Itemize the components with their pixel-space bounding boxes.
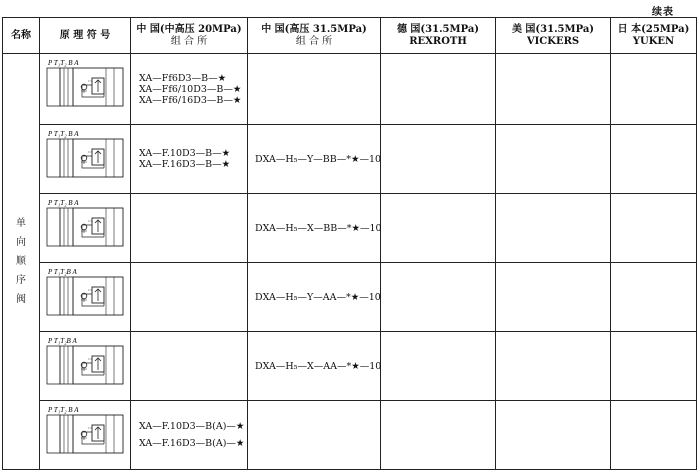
port-labels: P T₁T₂B A xyxy=(48,268,77,276)
model-code: DXA—H₅—X—AA—*★—10 xyxy=(255,360,382,372)
symbol-cell xyxy=(40,263,131,332)
port-labels: P T₁T₂ B A xyxy=(48,59,79,67)
china-31mpa-cell xyxy=(248,263,381,332)
model-code: XA—Ff6D3—B—★ xyxy=(139,72,227,84)
china-31mpa-cell xyxy=(248,125,381,194)
header-name: 名称 xyxy=(3,18,40,54)
table-row xyxy=(3,125,697,194)
model-code: DXA—H₅—Y—AA—*★—10 xyxy=(255,291,381,303)
model-code: XA—Ff6/16D3—B—★ xyxy=(139,94,242,106)
model-code: DXA—H₅—X—BB—*★—10 xyxy=(255,222,382,234)
us-cell xyxy=(496,54,611,125)
china-20mpa-cell xyxy=(131,125,248,194)
us-cell xyxy=(496,194,611,263)
valve-spec-table xyxy=(2,17,697,470)
us-cell xyxy=(496,401,611,470)
port-labels: P T₁T₂ B A xyxy=(48,406,79,414)
china-20mpa-cell xyxy=(131,332,248,401)
valve-symbol-diagram xyxy=(44,197,128,249)
china-20mpa-cell xyxy=(131,194,248,263)
jp-cell xyxy=(611,54,697,125)
de-cell xyxy=(381,401,496,470)
port-labels: P T₁T₂ B A xyxy=(48,130,79,138)
table-row xyxy=(3,194,697,263)
model-code: XA—F.10D3—B—★ xyxy=(139,148,231,159)
de-cell xyxy=(381,125,496,194)
model-code: XA—F.16D3—B(A)—★ xyxy=(139,438,245,449)
header-germany: 德 国(31.5MPa) REXROTH xyxy=(381,18,496,54)
de-cell xyxy=(381,332,496,401)
china-20mpa-cell xyxy=(131,263,248,332)
china-20mpa-cell xyxy=(131,54,248,125)
us-cell xyxy=(496,125,611,194)
valve-symbol-diagram xyxy=(44,404,128,456)
valve-symbol-diagram xyxy=(44,128,128,180)
header-symbol: 原 理 符 号 xyxy=(40,18,131,54)
header-usa: 美 国(31.5MPa) VICKERS xyxy=(496,18,611,54)
symbol-cell xyxy=(40,401,131,470)
port-labels: P T₁T₂ B A xyxy=(48,199,79,207)
china-31mpa-cell xyxy=(248,54,381,125)
de-cell xyxy=(381,194,496,263)
de-cell xyxy=(381,54,496,125)
symbol-cell xyxy=(40,125,131,194)
jp-cell xyxy=(611,263,697,332)
header-china-31mpa: 中 国(高压 31.5MPa) 组 合 所 xyxy=(248,18,381,54)
model-code: XA—F.10D3—B(A)—★ xyxy=(139,421,245,432)
valve-symbol-diagram xyxy=(44,57,128,109)
valve-symbol-diagram xyxy=(44,335,128,387)
table-row xyxy=(3,401,697,470)
header-japan: 日 本(25MPa) YUKEN xyxy=(611,18,697,54)
jp-cell xyxy=(611,332,697,401)
china-31mpa-cell xyxy=(248,194,381,263)
china-20mpa-cell xyxy=(131,401,248,470)
jp-cell xyxy=(611,125,697,194)
table-row xyxy=(3,263,697,332)
de-cell xyxy=(381,263,496,332)
header-row xyxy=(3,18,697,54)
continued-table-label: 续表 xyxy=(652,7,674,18)
symbol-cell xyxy=(40,332,131,401)
china-31mpa-cell xyxy=(248,401,381,470)
header-china-20mpa: 中 国(中高压 20MPa) 组 合 所 xyxy=(131,18,248,54)
model-code: DXA—H₅—Y—BB—*★—10 xyxy=(255,153,382,165)
china-31mpa-cell xyxy=(248,332,381,401)
jp-cell xyxy=(611,194,697,263)
model-code: XA—F.16D3—B—★ xyxy=(139,159,231,170)
port-labels: P T₁T₂B A xyxy=(48,337,77,345)
table-row xyxy=(3,54,697,125)
group-name-cell: 单 向 顺 序 阀 xyxy=(3,54,40,470)
symbol-cell xyxy=(40,54,131,125)
symbol-cell xyxy=(40,194,131,263)
valve-symbol-diagram xyxy=(44,266,128,318)
model-code: XA—Ff6/10D3—B—★ xyxy=(139,83,242,95)
us-cell xyxy=(496,332,611,401)
table-row xyxy=(3,332,697,401)
jp-cell xyxy=(611,401,697,470)
us-cell xyxy=(496,263,611,332)
